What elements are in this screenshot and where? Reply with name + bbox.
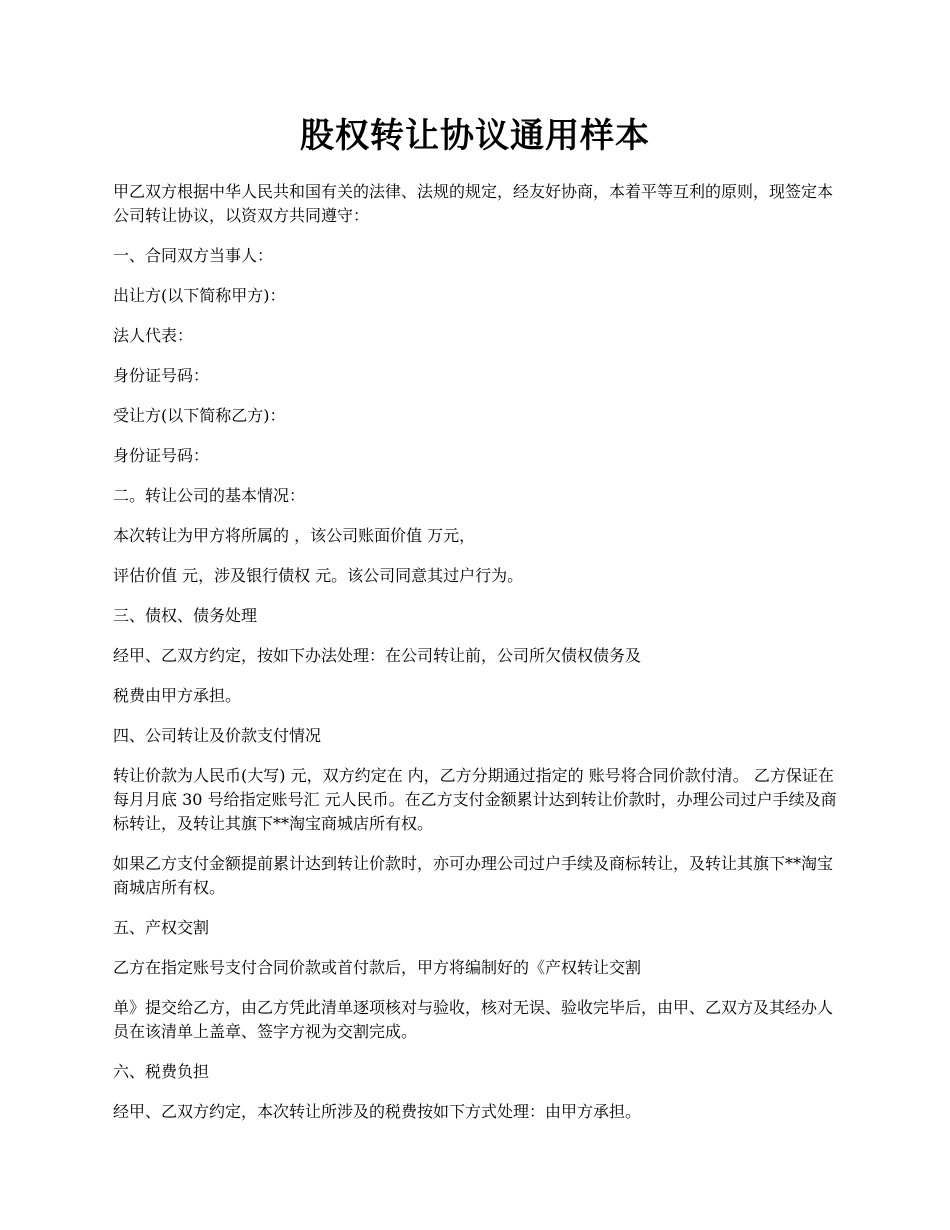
paragraph-early-payment: 如果乙方支付金额提前累计达到转让价款时，亦可办理公司过户手续及商标转让，及转让其旗下**淘宝商城店所有权。 — [113, 854, 834, 897]
paragraph-delivery-completion: 单》提交给乙方，由乙方凭此清单逐项核对与验收，核对无误、验收完毕后，由甲、乙双方及其经办人员在该清单上盖章、签字方视为交割完成。 — [113, 998, 834, 1041]
document-body — [113, 180, 848, 1140]
field-transferee: 受让方(以下简称乙方)： — [113, 406, 286, 425]
heading-property-delivery: 五、产权交割 — [113, 918, 210, 937]
field-transferor-id-number: 身份证号码： — [113, 366, 210, 385]
paragraph-delivery-list: 乙方在指定账号支付合同价款或首付款后，甲方将编制好的《产权转让交割 — [113, 958, 642, 977]
field-transferor: 出让方(以下简称甲方)： — [113, 286, 286, 305]
heading-payment: 四、公司转让及价款支付情况 — [113, 726, 322, 745]
heading-taxes: 六、税费负担 — [113, 1062, 210, 1081]
paragraph-company-value: 本次转让为甲方将所属的 ，该公司账面价值 万元， — [113, 526, 476, 545]
paragraph-taxes-borne: 税费由甲方承担。 — [113, 686, 242, 705]
paragraph-payment-terms: 转让价款为人民币(大写) 元，双方约定在 内，乙方分期通过指定的 账号将合同价款付清。 乙方保证在每月月底 30 号给指定账号汇 元人民币。在乙方支付金额累计达到转让价款时，办理公司过户手续及商标转让，及转让其旗下**淘宝商城店所有权。 — [113, 766, 837, 833]
paragraph-debts-handling: 经甲、乙双方约定，按如下办法处理：在公司转让前，公司所欠债权债务及 — [113, 646, 642, 665]
paragraph-preamble: 甲乙双方根据中华人民共和国有关的法律、法规的规定，经友好协商，本着平等互利的原则，现签定本公司转让协议，以资双方共同遵守： — [113, 182, 834, 225]
field-transferee-id-number: 身份证号码： — [113, 446, 210, 465]
field-legal-representative: 法人代表： — [113, 326, 194, 345]
document-title: 股权转让协议通用样本 — [300, 116, 650, 156]
heading-debts: 三、债权、债务处理 — [113, 606, 258, 625]
heading-parties: 一、合同双方当事人： — [113, 246, 274, 265]
paragraph-tax-handling: 经甲、乙双方约定，本次转让所涉及的税费按如下方式处理：由甲方承担。 — [113, 1102, 642, 1121]
paragraph-assessed-value: 评估价值 元，涉及银行债权 元。该公司同意其过户行为。 — [113, 566, 524, 585]
heading-company-info: 二。转让公司的基本情况： — [113, 486, 306, 505]
